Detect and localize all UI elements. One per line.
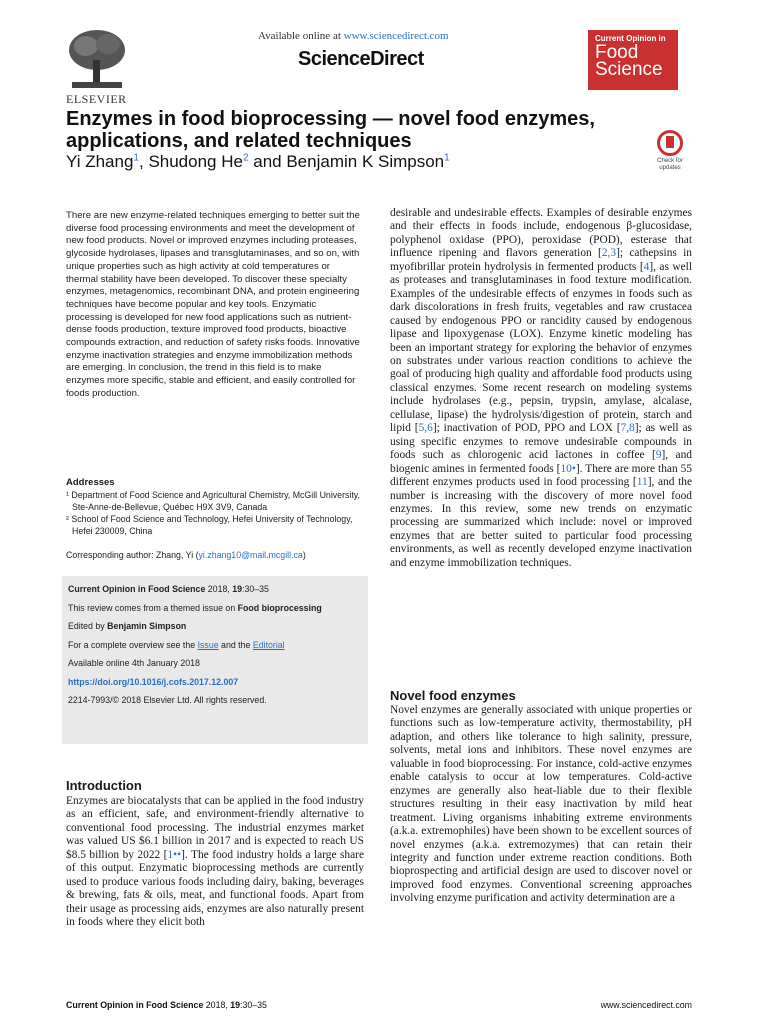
author-name: Benjamin K Simpson (286, 152, 445, 171)
bookmark-icon (657, 130, 683, 156)
overview: For a complete overview see the Issue and the Editorial (68, 639, 285, 650)
novel-enzymes-heading: Novel food enzymes (390, 688, 516, 703)
address-1: ¹ Department of Food Science and Agricultural Chemistry, McGill University, Ste-Anne-de-Bellevue, Québec H9X 3V9, Canada (66, 490, 360, 512)
address-2: ² School of Food Science and Technology, Hefei University of Technology, Hefei 230009, China (66, 514, 353, 536)
citation: Current Opinion in Food Science 2018, 19:30–35 (68, 584, 269, 594)
author-affiliation[interactable]: 2 (242, 152, 249, 164)
body-text-continued: desirable and undesirable effects. Examples of desirable enzymes and their effects in foods include, endogenous β-glucosidase, polyphenol oxidase (PPO), peroxidase (POD), esterase that influence ripening and flavors generation [2,3]; cathepsins in myofibrillar protein hydrolysis in fermented products [4], as well as proteases and transglutaminases in food texture modification. Examples of the undesirable effects of enzymes in foods such as dark discolorations in fresh fruits, vegetables and raw crustacea caused by endogenous PPO or rancidity caused by endogenous lipase and lipoxygenase (LOX). Enzyme kinetic modeling has been an important strategy for exploring the behavior of enzymes on substrates under various reaction conditions to achieve the goal of producing high quality and affordable food products using classical enzymes. Some recent research on modeling systems include hydrolases (e.g., pepsin, trypsin, amylase, alcalase, cellulase, lipase) the hydrolysis/digestion of protein, starch and lipid [5,6]; inactivation of POD, PPO and LOX [7,8]; as well as using specific enzymes to remove undesirable compounds in foods such as chlorogenic acid lactones in coffee [9], and biogenic amines in fermented foods [10•]. There are more than 55 different enzymes products used in food processing [11], and the number is increasing with the discovery of more novel food enzymes. In this review, some new trends on enzymatic processing are summarized which include: novel or improved enzymes that are better suited to particular food processing environments, as well as recently developed enzyme inactivation and enzyme immobilization techniques. (390, 207, 693, 569)
article-info-box (62, 576, 368, 744)
reference-link[interactable]: 1•• (167, 848, 182, 861)
editorial-link[interactable]: Editorial (252, 639, 285, 650)
copyright: 2214-7993/© 2018 Elsevier Ltd. All rights reserved. (68, 695, 267, 705)
issue-link[interactable]: Issue (197, 639, 219, 650)
themed-issue: This review comes from a themed issue on Food bioprocessing (68, 602, 322, 613)
journal-badge-top: Current Opinion in (595, 34, 666, 43)
author-affiliation[interactable]: 1 (133, 152, 139, 164)
journal-badge (588, 30, 678, 90)
reference-link[interactable]: 5,6 (418, 422, 433, 435)
novel-enzymes-text: Novel enzymes are generally associated with unique properties or functions such as low-temperature activity, thermostability, pH adaption, and others like tolerance to high salinity, pressure, solvents, metal ions and inhibitors. These novel enzymes are valuable in food bioprocessing. For instance, cold-active enzymes enable catalysis to occur at low temperatures. Cold-active enzymes are generally also heat-liable due to their flexible structures resulting in their easy inactivation by mild heat treatment. Living organisms inhabiting extreme environments (a.k.a. extremophiles) have been shown to be excellent sources of novel enzymes (a.k.a. extremozymes) that can retain their integrity and function under extreme reaction conditions. Both bioprospecting and artificial design are used to discover novel or improved food enzymes. Conventional screening approaches involving enzyme purification and activity determination are a (390, 704, 692, 905)
reference-link[interactable]: 2,3 (601, 247, 617, 260)
reference-link[interactable]: 7,8 (620, 422, 635, 435)
reference-link[interactable]: 9 (655, 449, 662, 462)
reference-link[interactable]: 10• (560, 462, 576, 475)
abstract: There are new enzyme-related techniques emerging to better suit the diverse food processing environments and meet the development of new food products. Novel or improved enzymes including proteases, glycoside hydrolases, lipases and transglutaminases, and so on, with unique properties such as high activity at cold temperatures or thermal stability have been developed. To discover these specialty enzymes, metagenomics, recombinant DNA, and protein engineering techniques have become popular and key tools. Enzymatic processing is developed for new food applications such as nutrient-dense foods production, texture improved food products, bioactive compounds extraction, and reduction of safety risks foods. Innovative enzyme inactivation strategies and enzyme immobilization methods are emerging. In conclusion, the trend in this field is to make enzymes more specific, stable and efficient, and easily controlled for foods production. (66, 210, 360, 399)
reference-link[interactable]: 11 (636, 476, 648, 489)
page-header (66, 26, 706, 106)
email-link[interactable]: yi.zhang10@mail.mcgill.ca (198, 550, 303, 560)
corresponding-author: Corresponding author: Zhang, Yi (yi.zhang10@mail.mcgill.ca) (66, 550, 306, 560)
author-name: Shudong He (148, 152, 243, 171)
footer-website[interactable]: www.sciencedirect.com (600, 1000, 692, 1010)
introduction-text: Enzymes are biocatalysts that can be applied in the food industry as an efficient, safe, and environment-friendly alternative to conventional food processing. The industrial enzymes market was valued US $6.1 billion in 2017 and is expected to reach US $8.5 billion by 2022 [1••]. The food industry holds a large share of this output. Enzymatic bioprocessing methods are currently used to produce various foods including dairy, baking, beverages & brewing, fats & oils, meat, and functional foods. Apart from their usage as processing aids, enzymes are also naturally present in foods where they elicit both (66, 795, 364, 929)
sciencedirect-wordmark: ScienceDirect (298, 48, 424, 70)
available-online: Available online at www.sciencedirect.com (258, 30, 449, 42)
introduction-heading: Introduction (66, 778, 142, 793)
reference-link[interactable]: 4 (643, 260, 650, 273)
edited-by: Edited by Benjamin Simpson (68, 621, 187, 631)
doi-link[interactable]: https://doi.org/10.1016/j.cofs.2017.12.007 (68, 676, 239, 687)
footer-citation: Current Opinion in Food Science 2018, 19:30–35 (66, 1000, 267, 1010)
available-date: Available online 4th January 2018 (68, 658, 200, 668)
addresses (66, 489, 366, 537)
author-list: Yi Zhang$^1$, Shudong He$^2$ and Benjamin K Simpson$^1$ (66, 152, 450, 171)
author-affiliation[interactable]: 1 (444, 152, 450, 164)
check-for-updates-label: Check for updates (657, 158, 683, 171)
journal-badge-main: Food Science (595, 42, 663, 80)
author-name: Yi Zhang (66, 152, 134, 171)
sciencedirect-link[interactable]: www.sciencedirect.com (343, 30, 449, 42)
publisher-name: ELSEVIER (66, 92, 127, 106)
check-for-updates-button[interactable] (650, 130, 690, 176)
article-title: Enzymes in food bioprocessing — novel food enzymes, applications, and related techniques (66, 108, 595, 152)
addresses-heading: Addresses (66, 477, 115, 488)
elsevier-tree-logo (66, 26, 128, 102)
